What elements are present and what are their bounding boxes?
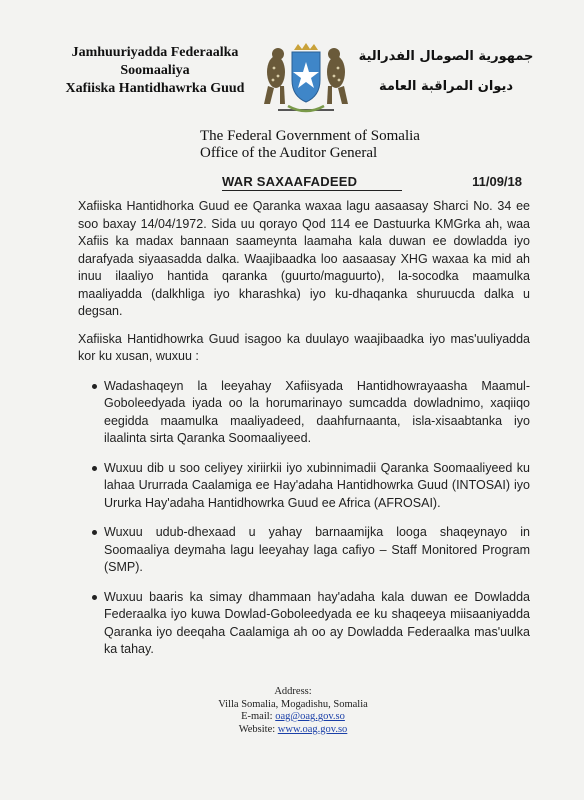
header-arabic-block <box>356 42 536 102</box>
paragraph-intro: Xafiiska Hantidhorka Guud ee Qaranka waxaa lagu aasaasay Sharci No. 34 ee soo baxay 14/04/1972. Sida uu qorayo Qod 114 ee Dastuurka KMGrka ah, waa Xafiis ka madax bannaan saameynta laamaha kala duwan ee dowladda iyo darafyada siyaasadda dalka. Waajibaadka loo aasaasay XHG waxaa ka mid ah inuu ilaaliyo hantida qaranka (guurto/maguurto), la-socodka maamulka maaliyadda (dalkhliga iyo kharashka) iyo ku-dhaqanka shuruucda dalka u degsan. <box>78 199 530 318</box>
header-english-line-2: Office of the Auditor General <box>200 145 378 161</box>
header-arabic-line-1: جمهورية الصومال الفدرالية <box>358 49 534 64</box>
header-somali-line-1: Jamhuuriyadda Federaalka <box>71 45 239 60</box>
list-item-text: Wuxuu udub-dhexaad u yahay barnaamijka looga shaqeynayo in Soomaaliya deymaha lagu leeyahay laga cafiyo – Staff Monitored Program (SMP). <box>104 525 530 574</box>
crown-icon <box>294 43 318 50</box>
website-label: Website: <box>238 723 276 735</box>
list-item <box>78 378 530 448</box>
right-leopard-icon <box>327 48 348 104</box>
email-link[interactable]: oag@oag.gov.so <box>275 711 345 722</box>
header-arabic-line-2: ديوان المراقبة العامة <box>378 79 514 94</box>
left-leopard-icon <box>264 48 285 104</box>
header-english-line-1: The Federal Government of Somalia <box>200 128 420 144</box>
title-underline <box>222 190 402 191</box>
header-somali-line-2: Soomaaliya <box>120 63 190 78</box>
header-somali-line-3: Xafiiska Hantidhawrka Guud <box>65 81 245 96</box>
document-date: 11/09/18 <box>472 174 522 189</box>
paragraph-lead: Xafiiska Hantidhowrka Guud isagoo ka duulayo waajibaadka iyo mas'uuliyadda kor ku xusan, wuxuu : <box>78 331 530 363</box>
list-item-text: Wadashaqeyn la leeyahay Xafiisyada Hantidhowrayaasha Maamul-Goboleedyada iyada oo la horumarinayo sumcadda dowladnimo, xaqiiqo eegidda maamulka maaliyadeed, daahfurnaanta, isla-xisaabtanka iyo ilaalinta sirta Qaranka Soomaaliyeed. <box>104 378 530 445</box>
document-title: WAR SAXAAFADEED <box>222 174 358 189</box>
bullet-icon <box>92 384 97 389</box>
title-row <box>222 174 522 192</box>
bullet-list <box>78 378 530 659</box>
bullet-icon <box>92 466 97 471</box>
list-item <box>78 589 530 659</box>
list-item <box>78 460 530 513</box>
email-label: E-mail: <box>241 711 273 722</box>
header-english-block <box>200 128 460 162</box>
list-item-text: Wuxuu baaris ka simay dhammaan hay'adaha kala duwan ee Dowladda Federaalka iyo kuwa Dowlad-Goboleedyada ee ku shaqeeya miisaaniyadda Qaranka iyo deeqaha Caalamiga ah oo ay Dowladda Federaalka mas'uulka ka tahay. <box>104 589 530 656</box>
address-label: Address: <box>274 686 312 697</box>
coat-of-arms-icon <box>258 42 354 118</box>
email-row <box>218 711 368 724</box>
bullet-icon <box>92 530 97 535</box>
website-link[interactable]: www.oag.gov.so <box>277 723 348 735</box>
address-line: Villa Somalia, Mogadishu, Somalia <box>218 698 368 710</box>
list-item-text: Wuxuu dib u soo celiyey xiriirkii iyo xubinnimadii Qaranka Soomaaliyeed ku lahaa Ururrada Caalamiga ee Hay'adaha Hantidhowrka Guud (INTOSAI) iyo Ururka Hay'adaha Hantidhowrka Guud ee Africa (AFROSAI). <box>104 460 530 510</box>
website-row <box>218 724 368 737</box>
header-somali-block <box>60 44 250 98</box>
document-body <box>78 198 530 671</box>
footer-address <box>218 686 368 736</box>
list-item <box>78 524 530 577</box>
bullet-icon <box>92 595 97 600</box>
